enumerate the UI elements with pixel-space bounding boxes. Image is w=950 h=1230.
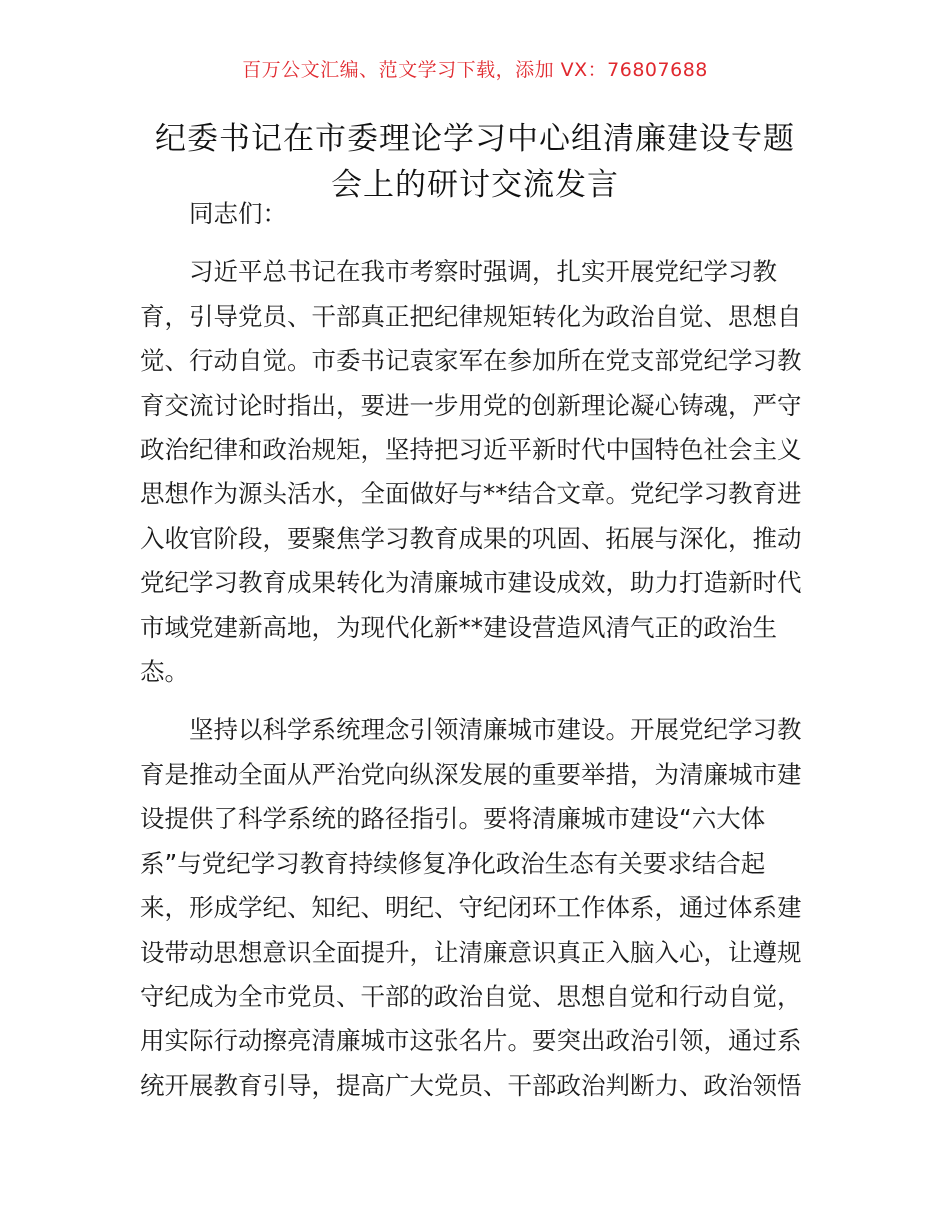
paragraph-2 [140, 708, 815, 1108]
paragraph-line: 态。 [140, 657, 189, 687]
paragraph-1 [140, 250, 815, 694]
paragraph-line: 党纪学习教育成果转化为清廉城市建设成效，助力打造新时代 [140, 568, 802, 598]
salutation: 同志们： [189, 199, 287, 228]
paragraph-line: 用实际行动擦亮清廉城市这张名片。要突出政治引领，通过系 [140, 1026, 802, 1056]
paragraph-line: 觉、行动自觉。市委书记袁家军在参加所在党支部党纪学习教 [140, 346, 802, 376]
paragraph-line: 坚持以科学系统理念引领清廉城市建设。开展党纪学习教 [189, 715, 802, 745]
paragraph-line: 设提供了科学系统的路径指引。要将清廉城市建设“六大体 [140, 804, 766, 834]
paragraph-line: 来，形成学纪、知纪、明纪、守纪闭环工作体系，通过体系建 [140, 893, 802, 923]
paragraph-line: 守纪成为全市党员、干部的政治自觉、思想自觉和行动自觉， [140, 981, 802, 1011]
paragraph-line: 育，引导党员、干部真正把纪律规矩转化为政治自觉、思想自 [140, 301, 802, 331]
paragraph-line: 入收官阶段，要聚焦学习教育成果的巩固、拓展与深化，推动 [140, 523, 802, 553]
paragraph-line: 市域党建新高地，为现代化新**建设营造风清气正的政治生 [140, 612, 777, 642]
paragraph-line: 设带动思想意识全面提升，让清廉意识真正入脑入心，让遵规 [140, 937, 802, 967]
paragraph-line: 育是推动全面从严治党向纵深发展的重要举措，为清廉城市建 [140, 759, 802, 789]
paragraph-line: 思想作为源头活水，全面做好与**结合文章。党纪学习教育进 [140, 479, 802, 509]
document-body [140, 192, 815, 1108]
paragraph-line: 统开展教育引导，提高广大党员、干部政治判断力、政治领悟 [140, 1070, 802, 1100]
header-banner: 百万公文汇编、范文学习下载，添加 VX：76807688 [242, 59, 708, 81]
title-line-2: 会上的研讨交流发言 [331, 167, 619, 203]
paragraph-line: 习近平总书记在我市考察时强调，扎实开展党纪学习教 [189, 257, 777, 287]
paragraph-line: 育交流讨论时指出，要进一步用党的创新理论凝心铸魂，严守 [140, 390, 802, 420]
paragraph-line: 政治纪律和政治规矩，坚持把习近平新时代中国特色社会主义 [140, 435, 802, 465]
title-line-1: 纪委书记在市委理论学习中心组清廉建设专题 [155, 121, 795, 157]
paragraph-line: 系”与党纪学习教育持续修复净化政治生态有关要求结合起 [140, 848, 766, 878]
